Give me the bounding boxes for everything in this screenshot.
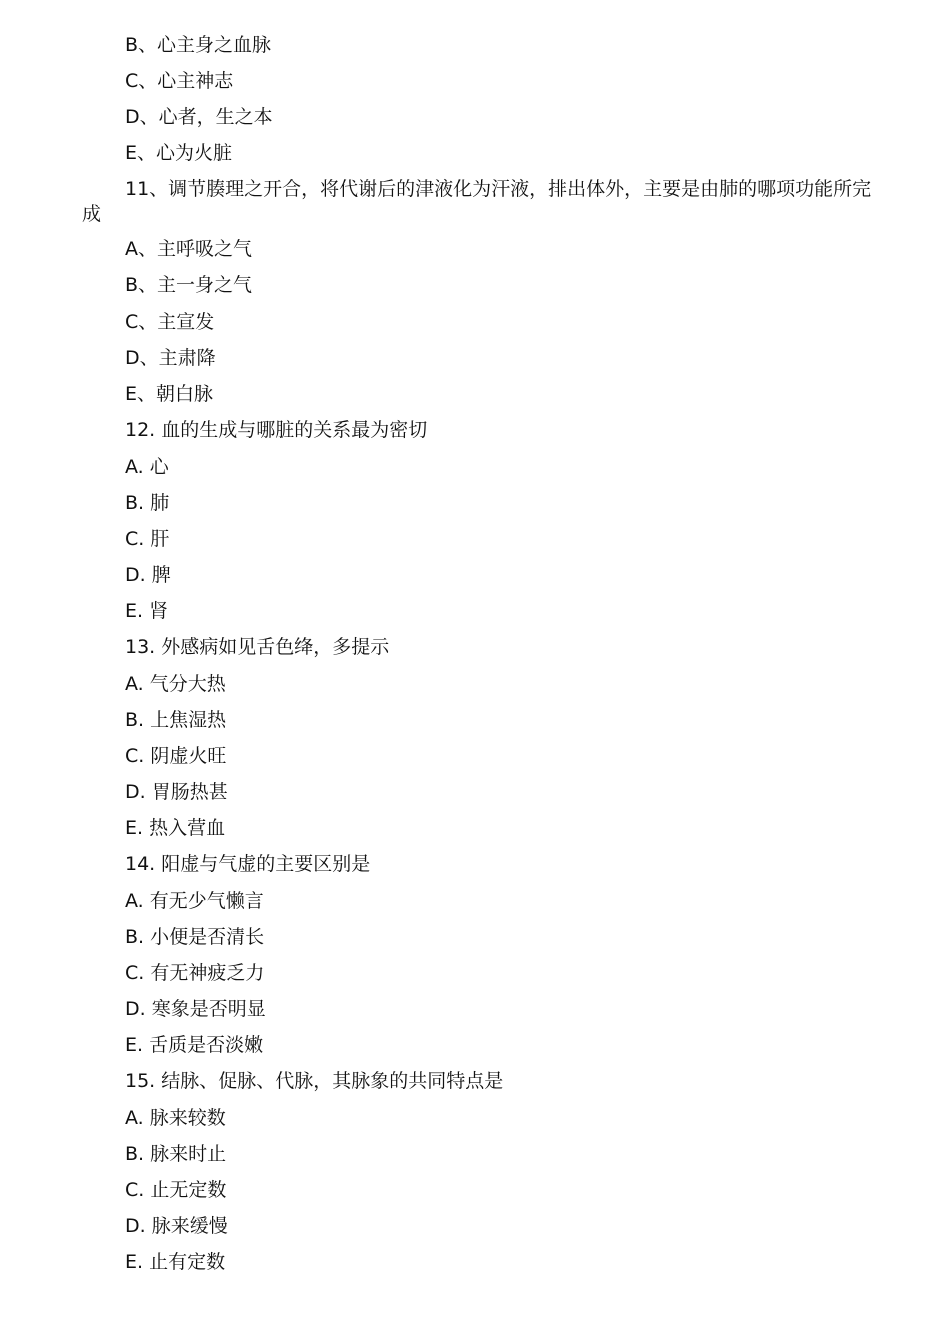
option-12-d: D. 脾 bbox=[125, 564, 171, 586]
question-15: 15. 结脉、促脉、代脉，其脉象的共同特点是 bbox=[125, 1070, 504, 1092]
option-14-b: B. 小便是否清长 bbox=[125, 926, 265, 948]
option-11-a: A、主呼吸之气 bbox=[125, 238, 252, 260]
option-15-a: A. 脉来较数 bbox=[125, 1107, 226, 1129]
question-12: 12. 血的生成与哪脏的关系最为密切 bbox=[125, 419, 428, 441]
option-13-c: C. 阴虚火旺 bbox=[125, 745, 227, 767]
question-14: 14. 阳虚与气虚的主要区别是 bbox=[125, 853, 371, 875]
option-12-c: C. 肝 bbox=[125, 528, 170, 550]
option-13-a: A. 气分大热 bbox=[125, 673, 226, 695]
option-11-d: D、主肃降 bbox=[125, 347, 216, 369]
option-10-e: E、心为火脏 bbox=[125, 142, 233, 164]
option-11-e: E、朝白脉 bbox=[125, 383, 214, 405]
option-15-e: E. 止有定数 bbox=[125, 1251, 226, 1273]
question-11: 11、调节腠理之开合，将代谢后的津液化为汗液，排出体外，主要是由肺的哪项功能所完成 bbox=[82, 178, 872, 225]
option-14-c: C. 有无神疲乏力 bbox=[125, 962, 265, 984]
option-14-a: A. 有无少气懒言 bbox=[125, 890, 264, 912]
option-12-e: E. 肾 bbox=[125, 600, 169, 622]
option-15-b: B. 脉来时止 bbox=[125, 1143, 227, 1165]
option-13-d: D. 胃肠热甚 bbox=[125, 781, 228, 803]
option-15-c: C. 止无定数 bbox=[125, 1179, 227, 1201]
option-15-d: D. 脉来缓慢 bbox=[125, 1215, 228, 1237]
option-12-b: B. 肺 bbox=[125, 492, 170, 514]
option-12-a: A. 心 bbox=[125, 456, 169, 478]
option-14-d: D. 寒象是否明显 bbox=[125, 998, 266, 1020]
option-10-b: B、心主身之血脉 bbox=[125, 34, 272, 56]
option-11-c: C、主宣发 bbox=[125, 311, 215, 333]
option-10-d: D、心者，生之本 bbox=[125, 106, 273, 128]
question-13: 13. 外感病如见舌色绛，多提示 bbox=[125, 636, 390, 658]
option-10-c: C、心主神志 bbox=[125, 70, 234, 92]
option-13-e: E. 热入营血 bbox=[125, 817, 226, 839]
option-11-b: B、主一身之气 bbox=[125, 274, 253, 296]
option-13-b: B. 上焦湿热 bbox=[125, 709, 227, 731]
option-14-e: E. 舌质是否淡嫩 bbox=[125, 1034, 264, 1056]
